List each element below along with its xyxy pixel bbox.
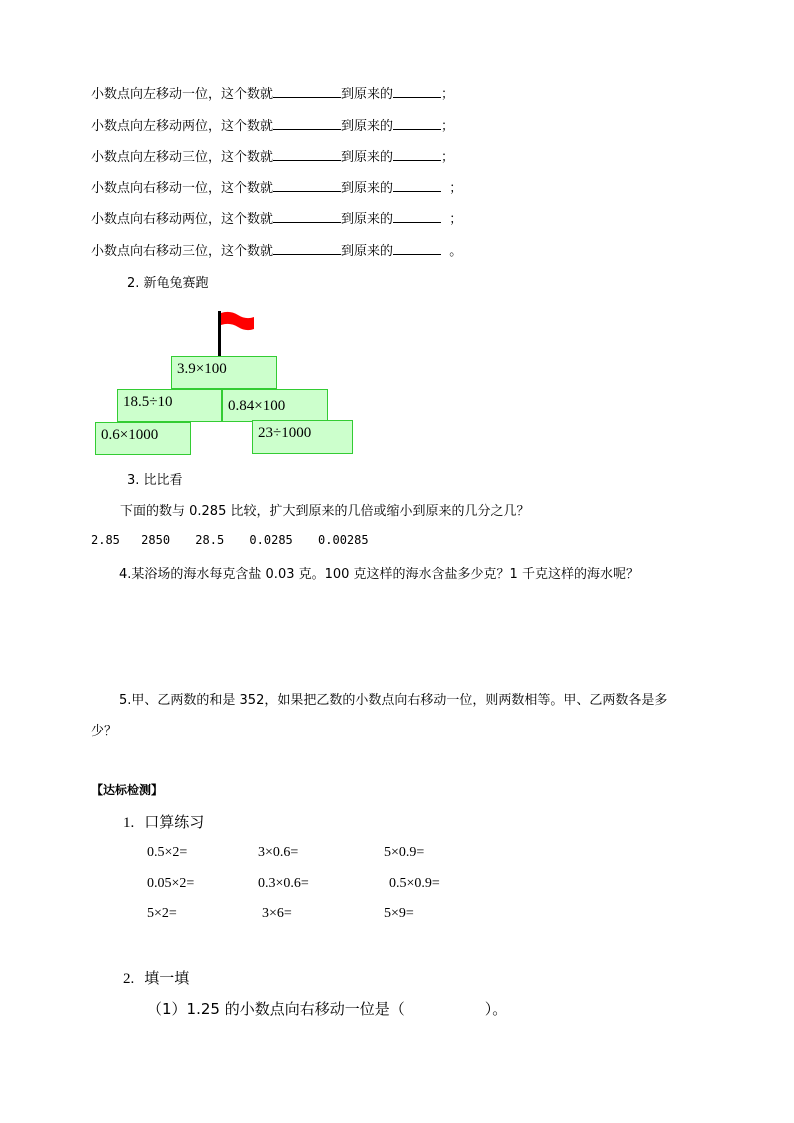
move-line — [91, 83, 454, 102]
line-text: 小数点向右移动一位，这个数就 — [91, 181, 274, 196]
oral-item: 3×0.6= — [258, 845, 299, 860]
oral-item: 0.3×0.6= — [258, 876, 309, 891]
q3-title: 3. 比比看 — [127, 473, 183, 488]
line-text: 到原来的 — [341, 119, 394, 134]
q5-line2: 少？ — [91, 724, 118, 739]
answer-blank[interactable] — [393, 210, 441, 223]
answer-blank[interactable] — [393, 85, 441, 98]
oral-title-text: 口算练习 — [144, 813, 205, 831]
number-item: 2850 — [141, 533, 171, 547]
oral-item: 0.05×2= — [147, 876, 195, 891]
number-item: 2.85 — [91, 533, 120, 547]
race-box: 0.84×100 — [222, 389, 328, 422]
oral-item: 3×6= — [262, 906, 292, 921]
line-end: ； — [441, 119, 455, 134]
answer-blank[interactable] — [273, 148, 341, 161]
answer-blank[interactable] — [393, 148, 441, 161]
move-line — [91, 208, 462, 227]
line-text: 小数点向右移动三位，这个数就 — [91, 244, 274, 259]
line-text: 到原来的 — [341, 150, 394, 165]
move-line — [91, 115, 454, 134]
answer-blank[interactable] — [273, 179, 341, 192]
q5-line1: 5.甲、乙两数的和是 352，如果把乙数的小数点向右移动一位，则两数相等。甲、乙两数各是多 — [119, 693, 668, 708]
q4-text: 4.某浴场的海水每克含盐 0.03 克。100 克这样的海水含盐多少克？1 千克这样的海水呢？ — [119, 567, 639, 582]
move-line — [91, 146, 454, 165]
race-box: 0.6×1000 — [95, 422, 191, 455]
number-item: 28.5 — [195, 533, 225, 547]
move-line — [91, 177, 462, 196]
line-text: 小数点向右移动两位，这个数就 — [91, 212, 274, 227]
race-box: 18.5÷10 — [117, 389, 222, 422]
fill-item-text: （1）1.25 的小数点向右移动一位是（ — [147, 1000, 405, 1018]
oral-title-num: 1. — [123, 815, 135, 831]
answer-blank[interactable] — [273, 210, 341, 223]
move-line — [91, 240, 462, 259]
line-end: ； — [449, 181, 463, 196]
answer-blank[interactable] — [393, 242, 441, 255]
line-text: 到原来的 — [341, 244, 394, 259]
line-end: ； — [441, 150, 455, 165]
fill-item-1 — [147, 998, 507, 1019]
oral-item: 5×0.9= — [384, 845, 425, 860]
answer-blank[interactable] — [393, 179, 441, 192]
oral-item: 0.5×0.9= — [389, 876, 440, 891]
line-text: 到原来的 — [341, 212, 394, 227]
oral-title — [123, 811, 204, 832]
fill-item-end: ）。 — [484, 1000, 508, 1018]
race-box: 23÷1000 — [252, 420, 353, 454]
line-text: 到原来的 — [341, 181, 394, 196]
line-text: 小数点向左移动两位，这个数就 — [91, 119, 274, 134]
line-end: ； — [441, 87, 455, 102]
oral-item: 5×9= — [384, 906, 414, 921]
answer-blank[interactable] — [393, 117, 441, 130]
oral-item: 5×2= — [147, 906, 177, 921]
answer-blank[interactable] — [273, 242, 341, 255]
line-end: ； — [449, 212, 463, 227]
line-text: 小数点向左移动三位，这个数就 — [91, 150, 274, 165]
section-heading: 【达标检测】 — [91, 783, 164, 797]
q3-numbers — [91, 533, 369, 547]
fill-title-num: 2. — [123, 971, 135, 987]
fill-title — [123, 967, 189, 988]
oral-item: 0.5×2= — [147, 845, 188, 860]
line-text: 到原来的 — [341, 87, 394, 102]
line-text: 小数点向左移动一位，这个数就 — [91, 87, 274, 102]
race-box: 3.9×100 — [171, 356, 277, 389]
flag-icon — [221, 311, 255, 333]
line-end: 。 — [449, 244, 463, 259]
q2-title: 2. 新龟兔赛跑 — [127, 276, 209, 291]
number-item: 0.00285 — [318, 533, 369, 547]
number-item: 0.0285 — [249, 533, 293, 547]
answer-blank[interactable] — [273, 85, 341, 98]
answer-blank[interactable] — [273, 117, 341, 130]
fill-title-text: 填一填 — [144, 969, 190, 987]
q3-prompt: 下面的数与 0.285 比较，扩大到原来的几倍或缩小到原来的几分之几？ — [120, 504, 530, 519]
